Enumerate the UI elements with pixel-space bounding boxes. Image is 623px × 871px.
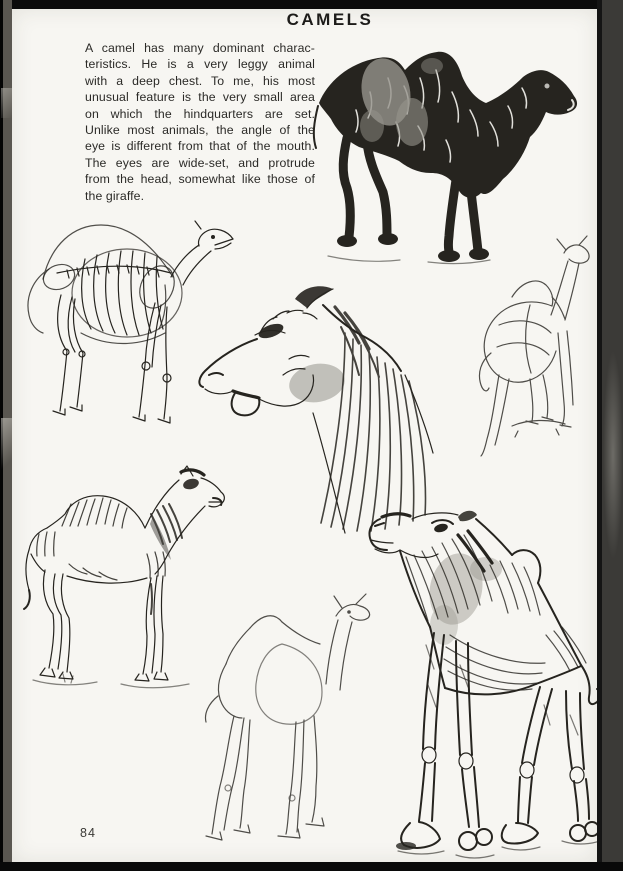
scan-border-reflection bbox=[603, 350, 623, 560]
hatching bbox=[37, 498, 182, 614]
scan-border-top bbox=[0, 0, 623, 9]
intro-line: with a deep chest. To me, his most bbox=[85, 73, 315, 88]
intro-line: from the head, somewhat like those of bbox=[85, 172, 315, 187]
skeleton-skull-neck bbox=[171, 221, 233, 285]
ground-strokes bbox=[328, 256, 490, 264]
camel-body bbox=[314, 52, 577, 198]
book-page bbox=[12, 9, 597, 862]
intro-line: A camel has many dominant charac- bbox=[85, 41, 315, 55]
camel-legs bbox=[40, 570, 168, 681]
mane-hatching bbox=[321, 307, 425, 531]
intro-line: teristics. He is a very leggy animal bbox=[85, 57, 315, 72]
scan-border-reflection bbox=[1, 418, 12, 482]
camel-body bbox=[400, 519, 597, 704]
scan-smudge bbox=[286, 359, 348, 406]
page-number: 84 bbox=[80, 826, 96, 840]
sketch-lines bbox=[479, 236, 589, 456]
intro-line: Unlike most animals, the angle of the bbox=[85, 123, 315, 138]
large-dromedary-illustration bbox=[340, 505, 597, 862]
camel-head bbox=[369, 511, 477, 558]
ground-strokes bbox=[398, 841, 597, 858]
intro-line: eye is different from that of the mouth. bbox=[85, 139, 315, 154]
intro-line: on which the hindquarters are set. bbox=[85, 106, 315, 121]
ground-strokes bbox=[33, 674, 189, 688]
intro-line: The eyes are wide-set, and protrude bbox=[85, 155, 315, 170]
camel-rear-sketch-illustration bbox=[468, 235, 597, 461]
bactrian-camel-illustration bbox=[300, 30, 595, 265]
scan-border-bottom bbox=[0, 862, 623, 871]
intro-line: the giraffe. bbox=[85, 188, 145, 203]
page-title: CAMELS bbox=[286, 10, 374, 29]
scan-border-reflection bbox=[1, 88, 12, 118]
intro-line: unusual feature is the very small area bbox=[85, 90, 315, 105]
skeleton-legs bbox=[53, 295, 171, 423]
intro-paragraph bbox=[85, 40, 315, 204]
